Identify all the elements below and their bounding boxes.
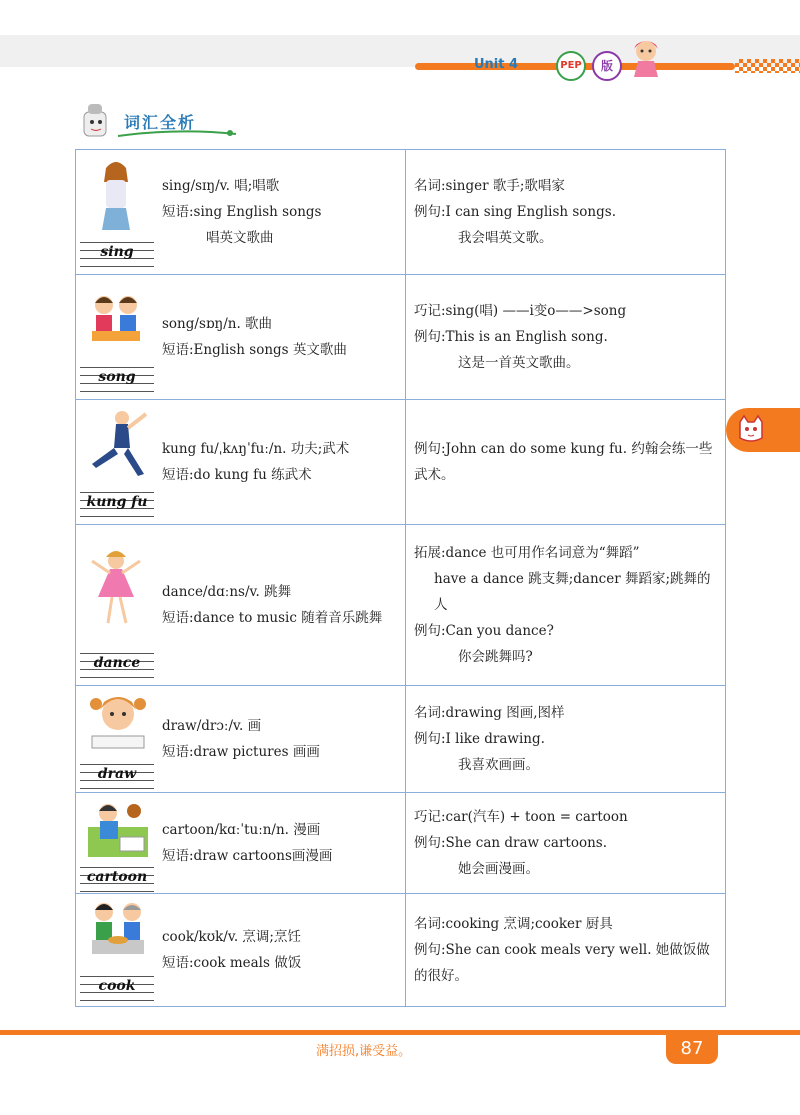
notes-cell bbox=[406, 275, 725, 399]
notes-text bbox=[414, 298, 626, 376]
table-row bbox=[76, 686, 725, 793]
table-row bbox=[76, 525, 725, 686]
example-line: 例句:John can do some kung fu. 约翰会练一些武术。 bbox=[414, 441, 713, 483]
edition-badge: 版 bbox=[592, 51, 622, 81]
definition-line: sing/sɪŋ/v. 唱;唱歌 bbox=[162, 178, 280, 194]
table-row bbox=[76, 793, 725, 894]
word-cell bbox=[76, 793, 406, 893]
example-line: 例句:I can sing English songs. bbox=[414, 204, 616, 220]
notes-cell bbox=[406, 686, 725, 792]
word-illustration bbox=[76, 525, 162, 685]
definition-text bbox=[162, 713, 405, 765]
word-writing-lines bbox=[80, 242, 154, 264]
table-row bbox=[76, 400, 725, 525]
example-translation: 她会画漫画。 bbox=[458, 861, 539, 877]
notes-text bbox=[414, 173, 616, 251]
phrase-line: 短语:draw pictures 画画 bbox=[162, 744, 320, 760]
definition-line: cartoon/kɑːˈtuːn/n. 漫画 bbox=[162, 822, 321, 838]
word-cell bbox=[76, 150, 406, 274]
child-drawing-cartoon-illustration bbox=[86, 797, 150, 859]
word-illustration bbox=[76, 150, 162, 274]
word-illustration bbox=[76, 400, 162, 524]
note-line: 名词:cooking 烹调;cooker 厨具 bbox=[414, 916, 613, 932]
word-writing-lines bbox=[80, 492, 154, 514]
header-checker-pattern bbox=[735, 59, 800, 73]
note-line: 名词:singer 歌手;歌唱家 bbox=[414, 178, 565, 194]
extension-line: 拓展:dance 也可用作名词意为“舞蹈” bbox=[414, 545, 640, 561]
word-label: cook bbox=[98, 978, 136, 994]
notes-cell bbox=[406, 400, 725, 524]
table-row bbox=[76, 894, 725, 1006]
cat-face-icon bbox=[736, 414, 766, 444]
definition-line: draw/drɔː/v. 画 bbox=[162, 718, 262, 734]
example-line: 例句:This is an English song. bbox=[414, 329, 608, 345]
word-writing-lines bbox=[80, 367, 154, 389]
word-cell bbox=[76, 275, 406, 399]
fairy-mascot-icon bbox=[626, 37, 666, 81]
notes-cell bbox=[406, 793, 725, 893]
notes-text bbox=[414, 700, 564, 778]
definition-line: kung fu/ˌkʌŋˈfuː/n. 功夫;武术 bbox=[162, 441, 350, 457]
example-line: 例句:Can you dance? bbox=[414, 623, 554, 639]
girl-drawing-illustration bbox=[86, 688, 150, 752]
word-writing-lines bbox=[80, 867, 154, 889]
footer-motto: 满招损,谦受益。 bbox=[316, 1044, 412, 1059]
phrase-line: 短语:dance to music 随着音乐跳舞 bbox=[162, 610, 383, 626]
definition-text bbox=[162, 579, 405, 631]
word-illustration bbox=[76, 275, 162, 399]
phrase-line: 短语:sing English songs bbox=[162, 204, 322, 220]
word-cell bbox=[76, 686, 406, 792]
pep-badge: PEP bbox=[556, 51, 586, 81]
word-cell bbox=[76, 894, 406, 1006]
phrase-line: 短语:cook meals 做饭 bbox=[162, 955, 302, 971]
notes-cell bbox=[406, 894, 725, 1006]
section-title: 词汇全析 bbox=[124, 113, 197, 132]
note-line: 名词:drawing 图画,图样 bbox=[414, 705, 565, 721]
word-label: dance bbox=[93, 655, 141, 671]
definition-text bbox=[162, 311, 405, 363]
word-writing-lines bbox=[80, 976, 154, 998]
page-number: 87 bbox=[666, 1034, 718, 1064]
definition-line: cook/kʊk/v. 烹调;烹饪 bbox=[162, 929, 301, 945]
singer-illustration bbox=[86, 158, 146, 238]
notes-text bbox=[414, 540, 717, 670]
phrase-line: 短语:draw cartoons画漫画 bbox=[162, 848, 333, 864]
word-label: sing bbox=[100, 244, 134, 260]
word-illustration bbox=[76, 793, 162, 893]
example-translation: 你会跳舞吗? bbox=[458, 649, 533, 665]
definition-text bbox=[162, 436, 405, 488]
chef-mascot-icon bbox=[78, 102, 114, 138]
word-illustration bbox=[76, 894, 162, 1006]
word-label: kung fu bbox=[86, 494, 148, 510]
word-cell bbox=[76, 400, 406, 524]
example-line: 例句:She can draw cartoons. bbox=[414, 835, 608, 851]
example-line: 例句:I like drawing. bbox=[414, 731, 545, 747]
phrase-line: 短语:do kung fu 练武术 bbox=[162, 467, 312, 483]
example-translation: 我喜欢画画。 bbox=[458, 757, 539, 773]
table-row bbox=[76, 150, 725, 275]
definition-text bbox=[162, 924, 405, 976]
word-writing-lines bbox=[80, 764, 154, 786]
title-swoosh bbox=[118, 130, 238, 140]
table-row bbox=[76, 275, 725, 400]
mnemonic-line: 巧记:car(汽车) + toon = cartoon bbox=[414, 809, 628, 825]
definition-text bbox=[162, 173, 405, 251]
mnemonic-line: 巧记:sing(唱) ——i变o——>song bbox=[414, 303, 627, 319]
notes-cell bbox=[406, 150, 725, 274]
definition-line: dance/dɑːns/v. 跳舞 bbox=[162, 584, 292, 600]
word-label: draw bbox=[97, 766, 137, 782]
example-line: 例句:She can cook meals very well. 她做饭做的很好。 bbox=[414, 942, 710, 984]
notes-text bbox=[414, 436, 717, 488]
notes-text bbox=[414, 804, 628, 882]
definition-line: song/sɒŋ/n. 歌曲 bbox=[162, 316, 273, 332]
word-label: cartoon bbox=[86, 869, 148, 885]
word-illustration bbox=[76, 686, 162, 792]
unit-label: Unit 4 bbox=[474, 57, 519, 72]
word-cell bbox=[76, 525, 406, 685]
word-label: song bbox=[98, 369, 136, 385]
example-translation: 这是一首英文歌曲。 bbox=[458, 355, 580, 371]
phrase-translation: 唱英文歌曲 bbox=[206, 230, 274, 246]
word-writing-lines bbox=[80, 653, 154, 675]
page-header bbox=[0, 35, 800, 95]
kids-cooking-illustration bbox=[86, 898, 150, 960]
side-tab bbox=[726, 408, 800, 452]
definition-text bbox=[162, 817, 405, 869]
kids-singing-illustration bbox=[86, 283, 146, 353]
example-translation: 我会唱英文歌。 bbox=[458, 230, 553, 246]
phrase-line: 短语:English songs 英文歌曲 bbox=[162, 342, 347, 358]
vocabulary-table bbox=[75, 149, 726, 1007]
notes-text bbox=[414, 911, 717, 989]
notes-cell bbox=[406, 525, 725, 685]
extension-detail: have a dance 跳支舞;dancer 舞蹈家;跳舞的人 bbox=[434, 571, 711, 613]
kung-fu-illustration bbox=[86, 408, 152, 484]
dancer-illustration bbox=[86, 547, 146, 647]
